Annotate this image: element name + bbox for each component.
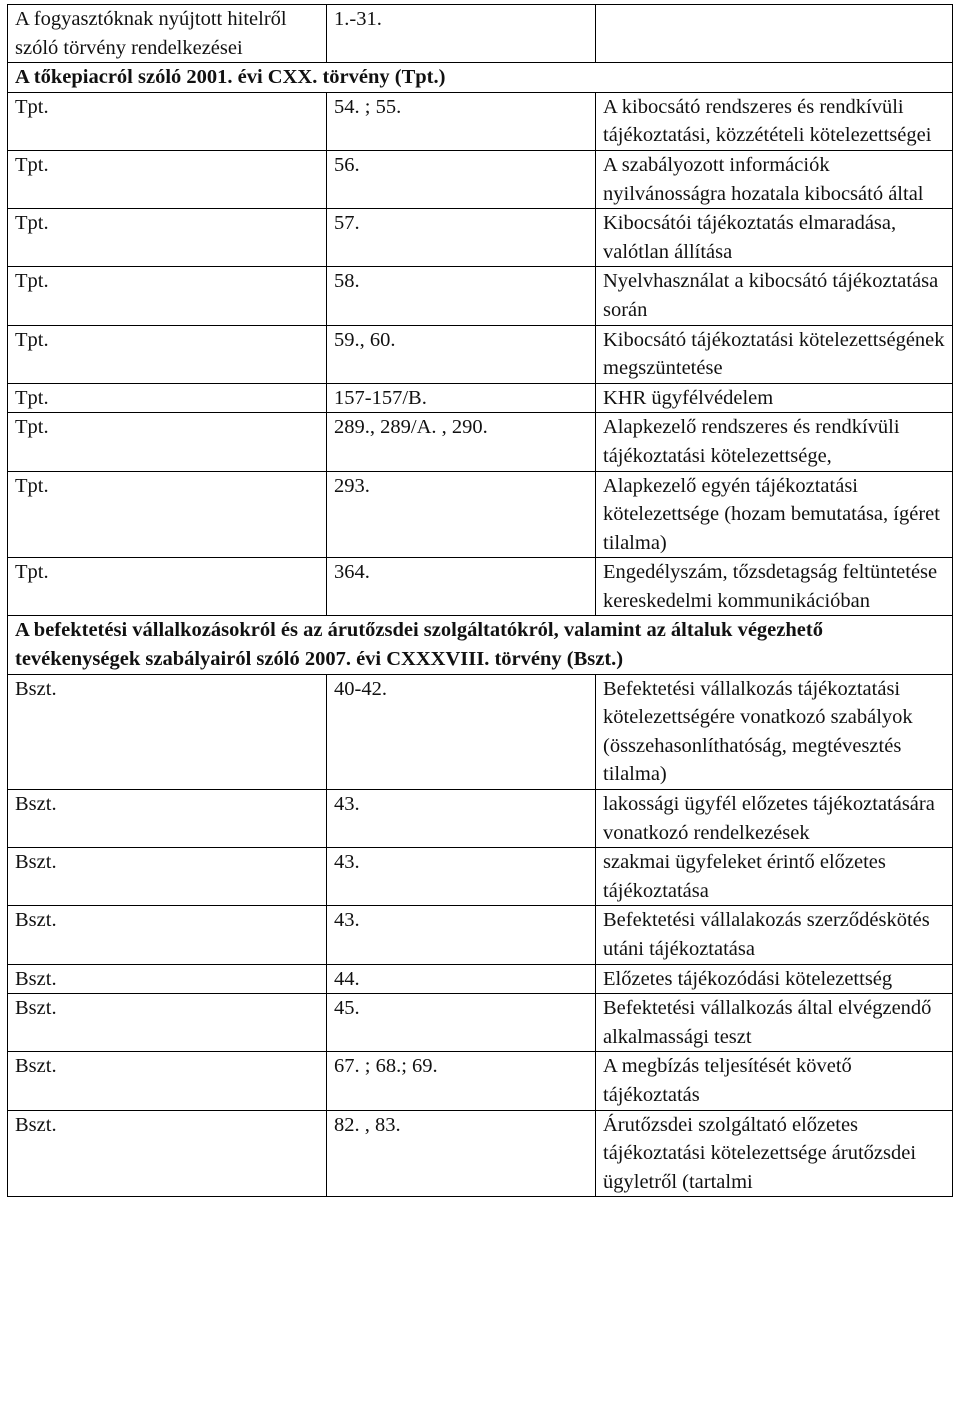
sections-cell: 67. ; 68.; 69. — [327, 1052, 596, 1110]
description-cell: lakossági ügyfél előzetes tájékoztatására vonatkozó rendelkezések — [596, 790, 953, 848]
law-provisions-table — [7, 4, 953, 1197]
act-cell: Tpt. — [8, 209, 327, 267]
table-row — [8, 413, 953, 471]
sections-cell: 45. — [327, 994, 596, 1052]
act-cell: Tpt. — [8, 92, 327, 150]
act-cell: Tpt. — [8, 325, 327, 383]
sections-cell: 82. , 83. — [327, 1110, 596, 1197]
act-cell: Tpt. — [8, 558, 327, 616]
group-heading-row — [8, 616, 953, 674]
description-cell: Kibocsátói tájékoztatás elmaradása, valótlan állítása — [596, 209, 953, 267]
description-cell: Árutőzsdei szolgáltató előzetes tájékoztatási kötelezettsége árutőzsdei ügyletről (tartalmi — [596, 1110, 953, 1197]
description-cell: KHR ügyfélvédelem — [596, 383, 953, 413]
description-cell: A kibocsátó rendszeres és rendkívüli tájékoztatási, közzétételi kötelezettségei — [596, 92, 953, 150]
intro-description — [596, 5, 953, 63]
table-row — [8, 383, 953, 413]
act-cell: Bszt. — [8, 964, 327, 994]
sections-cell: 43. — [327, 790, 596, 848]
table-row — [8, 92, 953, 150]
law-group-heading: A tőkepiacról szóló 2001. évi CXX. törvény (Tpt.) — [8, 63, 953, 93]
sections-cell: 56. — [327, 150, 596, 208]
table-row — [8, 964, 953, 994]
sections-cell: 44. — [327, 964, 596, 994]
description-cell: Befektetési vállalkozás által elvégzendő alkalmassági teszt — [596, 994, 953, 1052]
table-row — [8, 1110, 953, 1197]
act-cell: Tpt. — [8, 383, 327, 413]
table-row — [8, 267, 953, 325]
intro-sections: 1.-31. — [327, 5, 596, 63]
sections-cell: 58. — [327, 267, 596, 325]
intro-law-name: A fogyasztóknak nyújtott hitelről szóló törvény rendelkezései — [8, 5, 327, 63]
act-cell: Bszt. — [8, 848, 327, 906]
act-cell: Tpt. — [8, 413, 327, 471]
description-cell: A megbízás teljesítését követő tájékoztatás — [596, 1052, 953, 1110]
table-row — [8, 994, 953, 1052]
table-row — [8, 906, 953, 964]
table-row — [8, 674, 953, 789]
table-row — [8, 209, 953, 267]
table-row — [8, 848, 953, 906]
description-cell: Befektetési vállalkozás tájékoztatási kötelezettségére vonatkozó szabályok (összehasonlíthatóság, megtévesztés tilalma) — [596, 674, 953, 789]
description-cell: Engedélyszám, tőzsdetagság feltüntetése kereskedelmi kommunikációban — [596, 558, 953, 616]
sections-cell: 157-157/B. — [327, 383, 596, 413]
description-cell: szakmai ügyfeleket érintő előzetes tájékoztatása — [596, 848, 953, 906]
sections-cell: 59., 60. — [327, 325, 596, 383]
sections-cell: 293. — [327, 471, 596, 558]
act-cell: Bszt. — [8, 674, 327, 789]
table-row — [8, 471, 953, 558]
sections-cell: 364. — [327, 558, 596, 616]
act-cell: Bszt. — [8, 994, 327, 1052]
sections-cell: 289., 289/A. , 290. — [327, 413, 596, 471]
description-cell: Befektetési vállalakozás szerződéskötés utáni tájékoztatása — [596, 906, 953, 964]
table-row — [8, 1052, 953, 1110]
sections-cell: 40-42. — [327, 674, 596, 789]
sections-cell: 57. — [327, 209, 596, 267]
table-body — [8, 5, 953, 1197]
act-cell: Bszt. — [8, 906, 327, 964]
description-cell: A szabályozott információk nyilvánosságra hozatala kibocsátó által — [596, 150, 953, 208]
act-cell: Tpt. — [8, 471, 327, 558]
description-cell: Nyelvhasználat a kibocsátó tájékoztatása során — [596, 267, 953, 325]
table-row — [8, 150, 953, 208]
intro-row — [8, 5, 953, 63]
table-row — [8, 558, 953, 616]
act-cell: Bszt. — [8, 790, 327, 848]
act-cell: Bszt. — [8, 1110, 327, 1197]
table-row — [8, 790, 953, 848]
law-group-heading: A befektetési vállalkozásokról és az árutőzsdei szolgáltatókról, valamint az általuk végezhető tevékenységek szabályairól szóló 2007. évi CXXXVIII. törvény (Bszt.) — [8, 616, 953, 674]
act-cell: Bszt. — [8, 1052, 327, 1110]
table-row — [8, 325, 953, 383]
sections-cell: 43. — [327, 906, 596, 964]
sections-cell: 54. ; 55. — [327, 92, 596, 150]
act-cell: Tpt. — [8, 267, 327, 325]
description-cell: Kibocsátó tájékoztatási kötelezettségének megszüntetése — [596, 325, 953, 383]
description-cell: Előzetes tájékozódási kötelezettség — [596, 964, 953, 994]
group-heading-row — [8, 63, 953, 93]
act-cell: Tpt. — [8, 150, 327, 208]
description-cell: Alapkezelő rendszeres és rendkívüli tájékoztatási kötelezettsége, — [596, 413, 953, 471]
description-cell: Alapkezelő egyén tájékoztatási kötelezettsége (hozam bemutatása, ígéret tilalma) — [596, 471, 953, 558]
sections-cell: 43. — [327, 848, 596, 906]
